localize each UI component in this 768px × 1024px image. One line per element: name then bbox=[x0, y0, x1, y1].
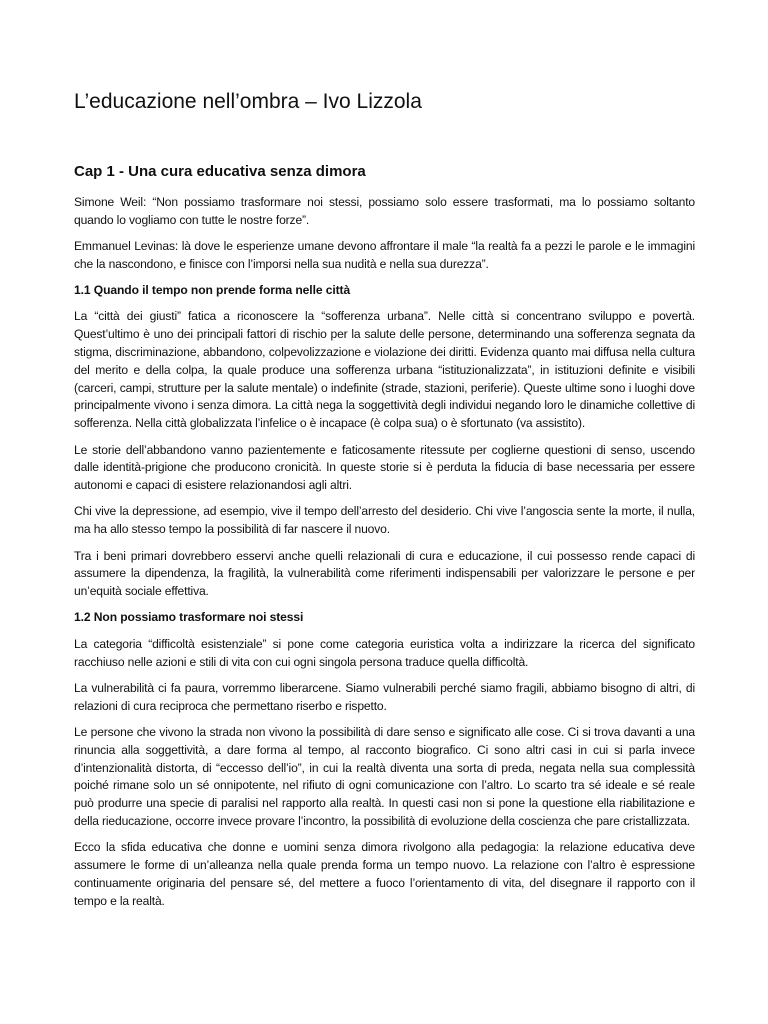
body-paragraph: La “città dei giusti” fatica a riconoscere la “sofferenza urbana”. Nelle città si concentrano sviluppo e povertà. Quest’ultimo è uno dei principali fattori di rischio per la salute delle persone, determinando una sofferenza segnata da stigma, discriminazione, abbandono, colpevolizzazione e violazione dei diritti. Evidenza quanto mai diffusa nella cultura del merito e della colpa, la quale produce una sofferenza urbana “istituzionalizzata”, in istituzioni definite e visibili (carceri, campi, strutture per la salute mentale) o indefinite (strade, stazioni, periferie). Queste ultime sono i luoghi dove principalmente vivono i senza dimora. La città nega la soggettività degli individui negando loro le dinamiche collettive di sofferenza. Nella città globalizzata l’infelice o è incapace (è colpa sua) o è sfortunato (va assistito). bbox=[74, 309, 695, 431]
body-paragraph: Le storie dell’abbandono vanno pazientemente e faticosamente ritessute per coglierne questioni di senso, uscendo dalle identità-prigione che producono cronicità. In queste storie si è perduta la fiducia di base necessaria per essere autonomi e capaci di esistere relazionandosi agli altri. bbox=[74, 442, 695, 493]
quote-paragraph-levinas: Emmanuel Levinas: là dove le esperienze umane devono affrontare il male “la realtà fa a pezzi le parole e le immagini che la nascondono, e finisce con l’imporsi nella sua nudità e nella sua durezza”. bbox=[74, 239, 695, 271]
section-heading-1-2: 1.2 Non possiamo trasformare noi stessi bbox=[74, 610, 304, 625]
chapter-title: Cap 1 - Una cura educativa senza dimora bbox=[74, 163, 366, 180]
section-heading-1-1: 1.1 Quando il tempo non prende forma nelle città bbox=[74, 283, 351, 298]
body-paragraph: Tra i beni primari dovrebbero esservi anche quelli relazionali di cura e educazione, il cui possesso rende capaci di assumere la dipendenza, la fragilità, la vulnerabilità come riferimenti indispensabili per valorizzare le persone e per un’equità sociale effettiva. bbox=[74, 548, 695, 599]
body-paragraph: La vulnerabilità ci fa paura, vorremmo liberarcene. Siamo vulnerabili perché siamo fragili, abbiamo bisogno di altri, di relazioni di cura reciproca che permettano riserbo e rispetto. bbox=[74, 680, 695, 713]
document-title: L’educazione nell’ombra – Ivo Lizzola bbox=[74, 90, 422, 113]
body-paragraph: Le persone che vivono la strada non vivono la possibilità di dare senso e significato alle cose. Ci si trova davanti a una rinuncia alla soggettività, a dare forma al tempo, al racconto biografico. Ci sono altri casi in cui si parla invece d’intenzionalità distorta, di “eccesso dell’io”, in cui la realtà diventa una sorta di preda, negata nella sua complessità poiché rimane solo un sé onnipotente, nel rifiuto di ogni comunicazione con l’altro. Lo scarto tra sé ideale e sé reale può produrre una specie di paralisi nel rapporto alla realtà. In questi casi non si pone la questione ella riabilitazione e della rieducazione, occorre invece provare l’incontro, la possibilità di evoluzione della coscienza che pare cristallizzata. bbox=[74, 724, 695, 828]
document-body bbox=[74, 194, 695, 919]
body-paragraph: Ecco la sfida educativa che donne e uomini senza dimora rivolgono alla pedagogia: la relazione educativa deve assumere le forme di un’alleanza nella quale prenda forma un tempo nuovo. La relazione con l’altro è espressione continuamente originaria del pensare sé, del mettere a fuoco l’orientamento di vita, del disegnare il rapporto con il tempo e la realtà. bbox=[74, 840, 695, 908]
quote-paragraph-weil: Simone Weil: “Non possiamo trasformare noi stessi, possiamo solo essere trasformati, ma lo possiamo soltanto quando lo vogliamo con tutte le nostre forze”. bbox=[74, 195, 695, 227]
body-paragraph: Chi vive la depressione, ad esempio, vive il tempo dell’arresto del desiderio. Chi vive l’angoscia sente la morte, il nulla, ma ha allo stesso tempo la possibilità di far nascere il nuovo. bbox=[74, 504, 695, 537]
body-paragraph: La categoria “difficoltà esistenziale” si pone come categoria euristica volta a indirizzare la ricerca del significato racchiuso nelle azioni e stili di vita con cui ogni singola persona traduce quella difficoltà. bbox=[74, 636, 695, 669]
